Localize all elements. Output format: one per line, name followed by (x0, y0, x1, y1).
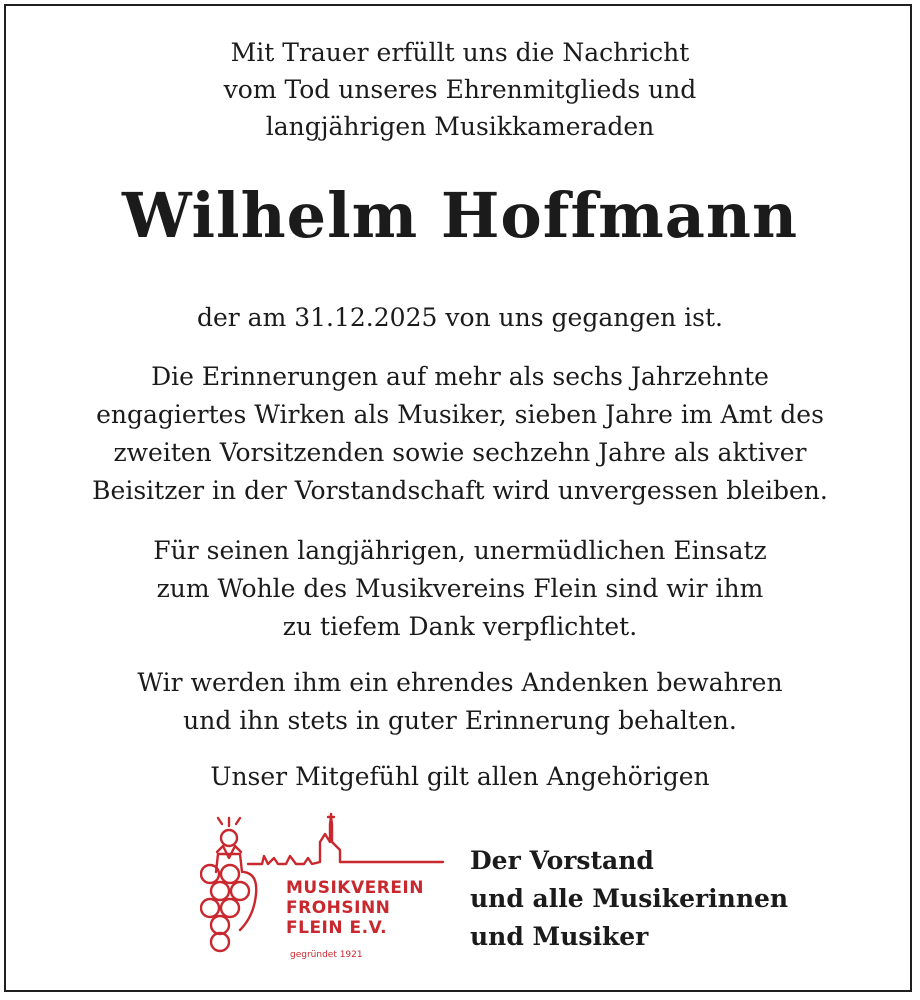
intro-line: langjährigen Musikkameraden (265, 112, 655, 141)
logo-line: MUSIKVEREIN (286, 878, 424, 898)
intro-line: Mit Trauer erfüllt uns die Nachricht (230, 38, 690, 67)
paragraph-line: zweiten Vorsitzenden sowie sechzehn Jahre als aktiver (113, 438, 807, 467)
paragraph-line: Wir werden ihm ein ehrendes Andenken bewahren (137, 668, 783, 697)
logo-wordmark (286, 878, 424, 938)
paragraph-line: zum Wohle des Musikvereins Flein sind wir ihm (156, 574, 764, 603)
date-line: der am 31.12.2025 von uns gegangen ist. (196, 303, 723, 332)
logo-line: FLEIN E.V. (286, 918, 388, 938)
paragraph-line: Unser Mitgefühl gilt allen Angehörigen (210, 762, 710, 791)
paragraph-thanks (0, 532, 920, 646)
intro-line: vom Tod unseres Ehrenmitglieds und (223, 75, 697, 104)
paragraph-line: und ihn stets in guter Erinnerung behalten. (183, 706, 737, 735)
logo-line: FROHSINN (286, 898, 391, 918)
signoff (470, 842, 788, 956)
paragraph-line: zu tiefem Dank verpflichtet. (282, 612, 638, 641)
musikverein-logo (200, 812, 450, 970)
paragraph-remembrance (0, 664, 920, 740)
intro-text (0, 34, 920, 145)
deceased-name: Wilhelm Hoffmann (121, 179, 799, 252)
paragraph-line: Die Erinnerungen auf mehr als sechs Jahrzehnte (151, 362, 769, 391)
signoff-line: und alle Musikerinnen (470, 884, 789, 913)
signoff-line: und Musiker (470, 922, 649, 951)
paragraph-condolence (0, 758, 920, 795)
paragraph-memories (0, 358, 920, 510)
paragraph-line: Beisitzer in der Vorstandschaft wird unvergessen bleiben. (92, 476, 828, 505)
logo-founded: gegründet 1921 (290, 950, 363, 960)
paragraph-line: Für seinen langjährigen, unermüdlichen Einsatz (153, 536, 767, 565)
signoff-line: Der Vorstand (470, 846, 654, 875)
paragraph-line: engagiertes Wirken als Musiker, sieben Jahre im Amt des (96, 400, 824, 429)
